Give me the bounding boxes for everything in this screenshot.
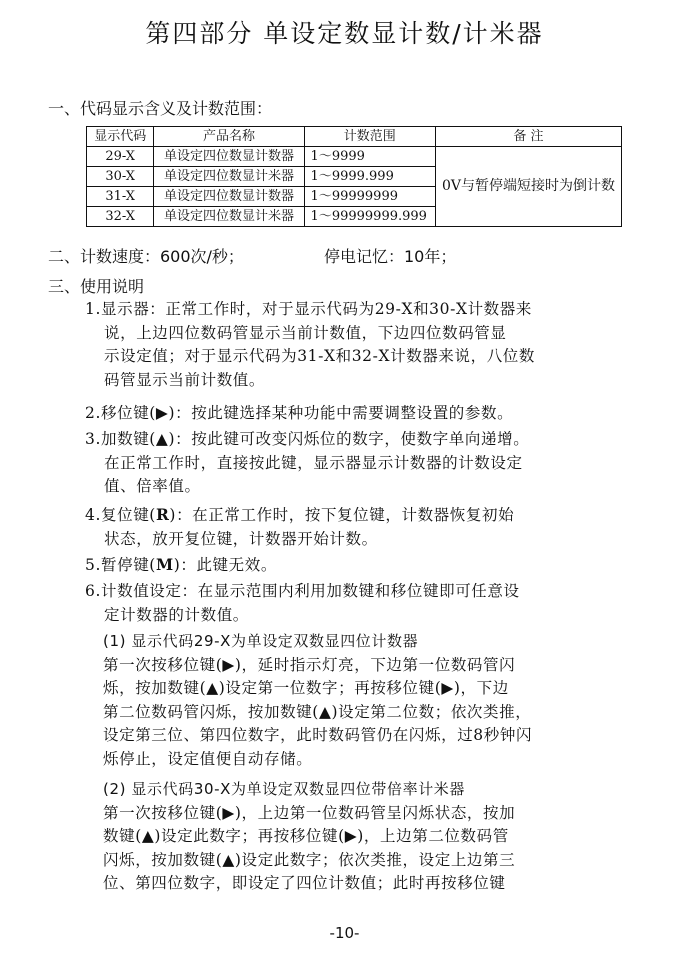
sub-line: 第一次按移位键(▶)，上边第一位数码管呈闪烁状态，按加 (103, 803, 516, 822)
instruction-item-1 (85, 298, 630, 392)
row-code: 32-X (87, 207, 154, 227)
row-code: 29-X (87, 147, 154, 167)
item-line: 值、倍率值。 (104, 477, 201, 495)
item-line (85, 553, 630, 578)
instruction-item-6 (85, 580, 630, 627)
sub-line: 位、第四位数字，即设定了四位计数值；此时再按移位键 (103, 874, 506, 892)
sub-line: 烁，按加数键(▲)设定第一位数字；再按移位键(▶)，下边 (103, 679, 509, 697)
item-text: 5.暂停键( (85, 556, 156, 574)
row-name: 单设定四位数显计数器 (154, 187, 304, 207)
instruction-item-4 (85, 503, 630, 551)
reset-key-label: R (155, 505, 170, 524)
item-line: 6.计数值设定：在显示范围内利用加数键和移位键即可任意设 (85, 582, 520, 600)
sub-line: 第二位数码管闪烁，按加数键(▲)设定第二位数；依次类推， (103, 702, 532, 721)
page-title: 第四部分 单设定数显计数/计米器 (145, 19, 544, 48)
speed-line (48, 244, 457, 267)
subsection-1 (103, 630, 633, 771)
item-text: 4.复位键( (85, 506, 156, 524)
header-code: 显示代码 (87, 127, 154, 147)
row-code: 31-X (87, 187, 154, 207)
item-line: 示设定值；对于显示代码为31-X和32-X计数器来说，八位数 (104, 347, 535, 365)
item-line: 3.加数键(▲)：按此键可改变闪烁位的数字，使数字单向递增。 (85, 430, 530, 448)
instruction-item-2 (85, 402, 630, 426)
item-line (85, 503, 630, 528)
row-code: 30-X (87, 167, 154, 187)
instruction-item-5 (85, 553, 630, 578)
item-text: )：在正常工作时，按下复位键，计数器恢复初始 (169, 506, 515, 524)
row-range: 1～9999 (304, 147, 435, 167)
header-note: 备 注 (435, 127, 621, 147)
power-off-memory: 停电记忆：10年； (324, 247, 457, 266)
row-note: 0V与暂停端短接时为倒计数 (435, 147, 621, 227)
sub-line: 数键(▲)设定此数字；再按移位键(▶)，上边第二位数码管 (103, 827, 509, 845)
sub-line: 烁停止，设定值便自动存储。 (103, 749, 313, 768)
row-name: 单设定四位数显计米器 (154, 207, 304, 227)
subsection-heading: (1) 显示代码29-X为单设定双数显四位计数器 (103, 632, 419, 650)
row-range: 1～99999999.999 (304, 207, 435, 227)
item-line: 说，上边四位数码管显示当前计数值，下边四位数码管显 (104, 323, 507, 342)
row-name: 单设定四位数显计数器 (154, 147, 304, 167)
row-name: 单设定四位数显计米器 (154, 167, 304, 187)
header-name: 产品名称 (154, 127, 304, 147)
code-range-table (86, 126, 622, 227)
sub-line: 闪烁，按加数键(▲)设定此数字；依次类推，设定上边第三 (103, 850, 516, 869)
sub-line: 第一次按移位键(▶)，延时指示灯亮，下边第一位数码管闪 (103, 655, 516, 674)
section1-heading: 一、代码显示含义及计数范围： (48, 99, 273, 118)
item-text: )：此键无效。 (173, 556, 277, 574)
row-range: 1～9999.999 (304, 167, 435, 187)
item-line: 2.移位键(▶)：按此键选择某种功能中需要调整设置的参数。 (85, 404, 514, 422)
sub-line: 设定第三位、第四位数字，此时数码管仍在闪烁，过8秒钟闪 (103, 726, 533, 744)
subsection-2 (103, 778, 633, 896)
item-line: 码管显示当前计数值。 (104, 370, 266, 389)
item-line: 状态，放开复位键，计数器开始计数。 (104, 529, 378, 548)
count-speed: 二、计数速度：600次/秒； (48, 247, 244, 266)
item-line: 在正常工作时，直接按此键，显示器显示计数器的计数设定 (104, 453, 523, 472)
item-line: 定计数器的计数值。 (104, 605, 249, 624)
section3-heading: 三、使用说明 (48, 277, 145, 296)
table-row (87, 147, 622, 167)
subsection-heading: (2) 显示代码30-X为单设定双数显四位带倍率计米器 (103, 780, 465, 798)
row-range: 1～99999999 (304, 187, 435, 207)
header-range: 计数范围 (304, 127, 435, 147)
pause-key-label: M (155, 555, 174, 574)
page-number: -10- (329, 924, 360, 942)
item-line: 1.显示器：正常工作时，对于显示代码为29-X和30-X计数器来 (85, 300, 532, 318)
table-header-row (87, 127, 622, 147)
instruction-item-3 (85, 428, 630, 499)
